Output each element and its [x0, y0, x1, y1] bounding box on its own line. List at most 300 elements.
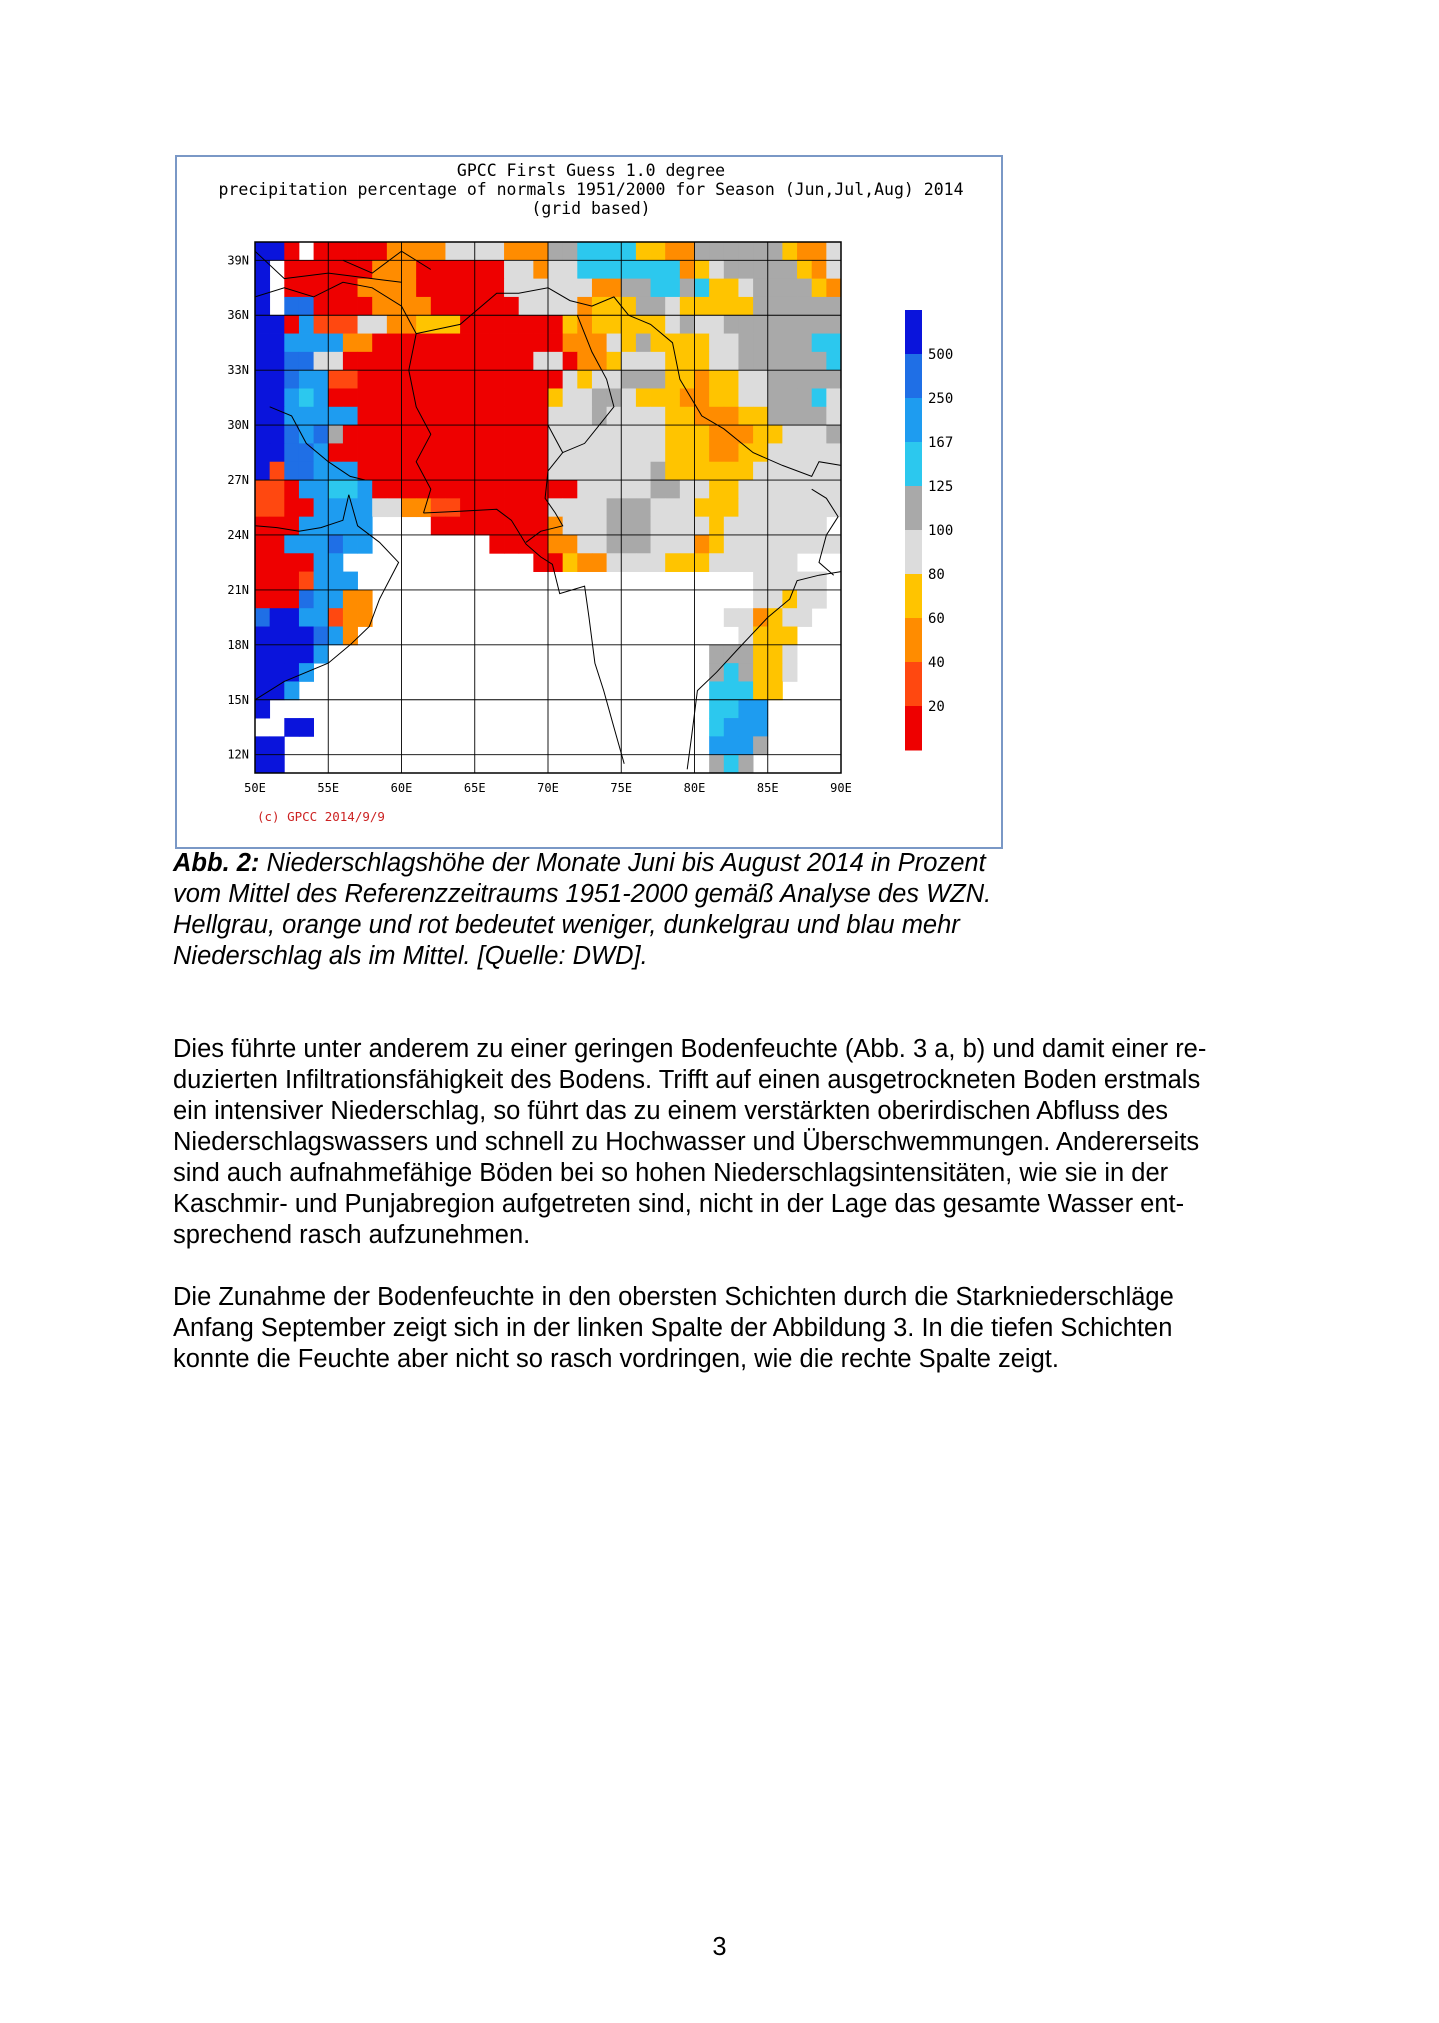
grid-cell	[270, 370, 285, 389]
paragraph-soil-moisture	[173, 1034, 1283, 1251]
grid-cell	[797, 535, 812, 554]
grid-cell	[782, 535, 797, 554]
grid-cell	[504, 407, 519, 426]
grid-cell	[533, 517, 548, 536]
grid-cell	[724, 297, 739, 316]
grid-cell	[255, 443, 270, 462]
grid-cell	[402, 443, 417, 462]
grid-cell	[475, 315, 490, 334]
grid-cell	[372, 315, 387, 334]
grid-cell	[255, 608, 270, 627]
grid-cell	[680, 260, 695, 279]
grid-cell	[372, 462, 387, 481]
grid-cell	[270, 755, 285, 774]
figure-frame	[175, 155, 1003, 849]
grid-cell	[475, 480, 490, 499]
grid-cell	[533, 315, 548, 334]
grid-cell	[753, 718, 768, 737]
grid-cell	[402, 260, 417, 279]
grid-cell	[724, 352, 739, 371]
grid-cell	[328, 407, 343, 426]
grid-cell	[387, 260, 402, 279]
grid-cell	[504, 352, 519, 371]
grid-cell	[812, 279, 827, 298]
grid-cell	[314, 627, 329, 646]
grid-cell	[431, 517, 446, 536]
grid-cell	[387, 443, 402, 462]
grid-cell	[328, 260, 343, 279]
grid-cell	[768, 681, 783, 700]
grid-cell	[680, 297, 695, 316]
grid-cell	[284, 535, 299, 554]
grid-cell	[563, 443, 578, 462]
grid-cell	[475, 425, 490, 444]
grid-cell	[621, 279, 636, 298]
grid-cell	[284, 279, 299, 298]
grid-cell	[299, 334, 314, 353]
grid-cell	[651, 443, 666, 462]
grid-cell	[314, 315, 329, 334]
grid-cell	[475, 407, 490, 426]
grid-cell	[812, 535, 827, 554]
grid-cell	[372, 388, 387, 407]
grid-cell	[284, 425, 299, 444]
grid-cell	[621, 334, 636, 353]
grid-cell	[489, 443, 504, 462]
grid-cell	[577, 498, 592, 517]
grid-cell	[328, 242, 343, 261]
grid-cell	[680, 462, 695, 481]
grid-cell	[314, 645, 329, 664]
grid-cell	[782, 352, 797, 371]
grid-cell	[489, 462, 504, 481]
grid-cell	[826, 480, 841, 499]
grid-cell	[299, 572, 314, 591]
grid-cell	[826, 388, 841, 407]
grid-cell	[431, 480, 446, 499]
grid-cell	[431, 462, 446, 481]
grid-cell	[695, 334, 710, 353]
grid-cell	[255, 627, 270, 646]
page-number: 3	[712, 1933, 727, 1961]
grid-cell	[738, 334, 753, 353]
grid-cell	[753, 443, 768, 462]
grid-cell	[270, 736, 285, 755]
grid-cell	[695, 388, 710, 407]
grid-cell	[314, 590, 329, 609]
grid-cell	[416, 407, 431, 426]
grid-cell	[695, 462, 710, 481]
grid-cell	[475, 260, 490, 279]
grid-cell	[621, 480, 636, 499]
grid-cell	[533, 242, 548, 261]
grid-cell	[343, 535, 358, 554]
grid-cell	[680, 370, 695, 389]
grid-cell	[577, 279, 592, 298]
grid-cell	[402, 407, 417, 426]
grid-cell	[445, 425, 460, 444]
grid-cell	[782, 315, 797, 334]
legend-label: 167	[928, 435, 954, 451]
grid-cell	[284, 645, 299, 664]
grid-cell	[724, 517, 739, 536]
caption-line-4: Niederschlag als im Mittel. [Quelle: DWD].	[173, 942, 648, 970]
grid-cell	[709, 755, 724, 774]
grid-cell	[782, 608, 797, 627]
grid-cell	[607, 242, 622, 261]
grid-cell	[738, 700, 753, 719]
legend-swatch	[905, 442, 922, 487]
grid-cell	[460, 480, 475, 499]
grid-cell	[299, 590, 314, 609]
grid-cell	[782, 443, 797, 462]
grid-cell	[270, 352, 285, 371]
grid-cell	[284, 590, 299, 609]
grid-cell	[358, 425, 373, 444]
grid-cell	[753, 407, 768, 426]
grid-cell	[753, 535, 768, 554]
grid-cell	[695, 370, 710, 389]
grid-cell	[475, 462, 490, 481]
grid-cell	[636, 480, 651, 499]
grid-cell	[665, 315, 680, 334]
grid-cell	[738, 498, 753, 517]
grid-cell	[680, 535, 695, 554]
grid-cell	[797, 608, 812, 627]
grid-cell	[563, 498, 578, 517]
grid-cell	[548, 462, 563, 481]
grid-cell	[636, 297, 651, 316]
grid-cell	[328, 370, 343, 389]
grid-cell	[636, 334, 651, 353]
grid-cell	[768, 315, 783, 334]
grid-cell	[314, 553, 329, 572]
grid-cell	[387, 315, 402, 334]
grid-cell	[651, 535, 666, 554]
grid-cell	[519, 297, 534, 316]
grid-cell	[563, 315, 578, 334]
grid-cell	[621, 352, 636, 371]
grid-cell	[372, 370, 387, 389]
grid-cell	[738, 681, 753, 700]
grid-cell	[577, 425, 592, 444]
grid-cell	[607, 315, 622, 334]
grid-cell	[724, 700, 739, 719]
legend-swatch	[905, 662, 922, 707]
grid-cell	[812, 425, 827, 444]
grid-cell	[314, 352, 329, 371]
grid-cell	[812, 517, 827, 536]
grid-cell	[680, 425, 695, 444]
grid-cell	[607, 334, 622, 353]
grid-cell	[709, 480, 724, 499]
grid-cell	[328, 572, 343, 591]
grid-cell	[504, 425, 519, 444]
grid-cell	[753, 370, 768, 389]
grid-cell	[724, 370, 739, 389]
figure-copyright: (c) GPCC 2014/9/9	[257, 809, 385, 824]
grid-cell	[299, 535, 314, 554]
grid-cell	[826, 260, 841, 279]
grid-cell	[636, 462, 651, 481]
grid-cell	[270, 425, 285, 444]
grid-cell	[284, 498, 299, 517]
grid-cell	[607, 553, 622, 572]
grid-cell	[768, 627, 783, 646]
lat-tick-label: 12N	[227, 747, 249, 762]
grid-cell	[358, 242, 373, 261]
grid-cell	[402, 315, 417, 334]
grid-cell	[328, 352, 343, 371]
grid-cell	[607, 480, 622, 499]
grid-cell	[358, 498, 373, 517]
grid-cell	[533, 352, 548, 371]
grid-cell	[680, 407, 695, 426]
grid-cell	[445, 498, 460, 517]
grid-cell	[768, 370, 783, 389]
grid-cell	[299, 315, 314, 334]
grid-cell	[680, 315, 695, 334]
grid-cell	[651, 388, 666, 407]
grid-cell	[768, 572, 783, 591]
grid-cell	[621, 260, 636, 279]
grid-cell	[651, 242, 666, 261]
grid-cell	[724, 755, 739, 774]
grid-cell	[284, 242, 299, 261]
grid-cell	[519, 462, 534, 481]
grid-cell	[299, 517, 314, 536]
grid-cell	[709, 315, 724, 334]
grid-cell	[738, 279, 753, 298]
grid-cell	[577, 443, 592, 462]
grid-cell	[445, 462, 460, 481]
grid-cell	[797, 425, 812, 444]
grid-cell	[738, 517, 753, 536]
grid-cell	[314, 498, 329, 517]
grid-cell	[255, 462, 270, 481]
grid-cell	[592, 334, 607, 353]
grid-cell	[782, 480, 797, 499]
grid-cell	[416, 279, 431, 298]
grid-cell	[431, 315, 446, 334]
grid-cell	[665, 480, 680, 499]
grid-cell	[563, 279, 578, 298]
grid-cell	[826, 242, 841, 261]
grid-cell	[621, 242, 636, 261]
grid-cell	[299, 443, 314, 462]
grid-cell	[577, 297, 592, 316]
grid-cell	[592, 388, 607, 407]
grid-cell	[753, 480, 768, 499]
grid-cell	[489, 279, 504, 298]
grid-cell	[797, 407, 812, 426]
grid-cell	[768, 663, 783, 682]
grid-cell	[724, 443, 739, 462]
para1-line-2: duzierten Infiltrationsfähigkeit des Bodens. Trifft auf einen ausgetrockneten Boden erstmals	[173, 1066, 1201, 1094]
grid-cell	[738, 608, 753, 627]
grid-cell	[284, 462, 299, 481]
grid-cell	[636, 553, 651, 572]
grid-cell	[695, 480, 710, 499]
colorbar-legend	[905, 310, 953, 751]
grid-cell	[489, 315, 504, 334]
grid-cell	[314, 388, 329, 407]
grid-cell	[709, 443, 724, 462]
grid-cell	[753, 627, 768, 646]
grid-cell	[607, 279, 622, 298]
lat-tick-label: 36N	[227, 308, 249, 323]
grid-cell	[519, 517, 534, 536]
grid-cell	[299, 645, 314, 664]
grid-cell	[299, 462, 314, 481]
grid-cell	[533, 260, 548, 279]
grid-cell	[695, 279, 710, 298]
grid-cell	[680, 517, 695, 536]
grid-cell	[577, 388, 592, 407]
lon-tick-label: 60E	[390, 781, 413, 795]
grid-cell	[812, 498, 827, 517]
grid-cell	[738, 645, 753, 664]
grid-cell	[548, 480, 563, 499]
grid-cell	[548, 407, 563, 426]
grid-cell	[255, 370, 270, 389]
grid-cell	[328, 443, 343, 462]
legend-label: 500	[928, 347, 954, 363]
grid-cell	[475, 498, 490, 517]
grid-cell	[533, 334, 548, 353]
grid-cell	[636, 498, 651, 517]
grid-cell	[592, 535, 607, 554]
grid-cell	[504, 535, 519, 554]
caption-line-3: Hellgrau, orange und rot bedeutet weniger, dunkelgrau und blau mehr	[173, 911, 960, 939]
grid-cell	[782, 297, 797, 316]
grid-cell	[797, 297, 812, 316]
grid-cell	[738, 297, 753, 316]
grid-cell	[299, 608, 314, 627]
grid-cell	[812, 370, 827, 389]
grid-cell	[695, 517, 710, 536]
grid-cell	[753, 388, 768, 407]
grid-cell	[445, 480, 460, 499]
grid-cell	[768, 242, 783, 261]
grid-cell	[797, 242, 812, 261]
grid-cell	[372, 425, 387, 444]
grid-cell	[314, 480, 329, 499]
grid-cell	[724, 608, 739, 627]
grid-cell	[782, 388, 797, 407]
grid-cell	[343, 297, 358, 316]
grid-cell	[519, 425, 534, 444]
para1-line-6: Kaschmir- und Punjabregion aufgetreten sind, nicht in der Lage das gesamte Wasser ent-	[173, 1190, 1185, 1218]
lon-tick-label: 80E	[683, 781, 706, 795]
grid-cell	[358, 370, 373, 389]
grid-cell	[284, 297, 299, 316]
grid-cell	[563, 334, 578, 353]
grid-cell	[607, 388, 622, 407]
grid-cell	[577, 370, 592, 389]
grid-cell	[768, 480, 783, 499]
grid-cell	[548, 315, 563, 334]
grid-cell	[592, 407, 607, 426]
grid-cell	[548, 297, 563, 316]
grid-cell	[563, 480, 578, 499]
grid-cell	[358, 352, 373, 371]
grid-cell	[460, 334, 475, 353]
grid-cell	[416, 370, 431, 389]
grid-cell	[402, 297, 417, 316]
grid-cell	[768, 425, 783, 444]
grid-cell	[680, 334, 695, 353]
grid-cell	[489, 297, 504, 316]
grid-cell	[270, 553, 285, 572]
grid-cell	[328, 297, 343, 316]
grid-cell	[358, 480, 373, 499]
grid-cell	[753, 260, 768, 279]
grid-cell	[519, 242, 534, 261]
grid-cell	[284, 553, 299, 572]
grid-cell	[768, 517, 783, 536]
grid-cell	[636, 407, 651, 426]
grid-cell	[255, 388, 270, 407]
grid-cell	[709, 718, 724, 737]
grid-cell	[299, 627, 314, 646]
grid-cell	[577, 242, 592, 261]
grid-cell	[621, 425, 636, 444]
grid-cell	[665, 462, 680, 481]
grid-cell	[284, 681, 299, 700]
grid-cell	[651, 553, 666, 572]
grid-cell	[299, 718, 314, 737]
grid-cell	[621, 315, 636, 334]
grid-cell	[255, 700, 270, 719]
grid-cell	[314, 260, 329, 279]
caption-line-2: vom Mittel des Referenzzeitraums 1951-2000 gemäß Analyse des WZN.	[173, 880, 992, 908]
grid-cell	[621, 535, 636, 554]
lat-tick-label: 18N	[227, 637, 249, 652]
grid-cell	[782, 572, 797, 591]
grid-cell	[284, 388, 299, 407]
grid-cell	[797, 315, 812, 334]
grid-cell	[563, 388, 578, 407]
grid-cell	[519, 334, 534, 353]
grid-cell	[387, 407, 402, 426]
grid-cell	[709, 260, 724, 279]
grid-cell	[753, 736, 768, 755]
grid-cell	[812, 388, 827, 407]
grid-cell	[387, 388, 402, 407]
grid-cell	[695, 352, 710, 371]
grid-cell	[753, 462, 768, 481]
grid-cell	[753, 315, 768, 334]
grid-cell	[709, 498, 724, 517]
grid-cell	[709, 297, 724, 316]
grid-cell	[343, 407, 358, 426]
grid-cell	[460, 260, 475, 279]
grid-cell	[270, 462, 285, 481]
grid-cell	[416, 352, 431, 371]
grid-cell	[460, 517, 475, 536]
grid-cell	[460, 462, 475, 481]
grid-cell	[314, 242, 329, 261]
grid-cell	[592, 242, 607, 261]
grid-cell	[665, 388, 680, 407]
grid-cell	[460, 370, 475, 389]
grid-cell	[607, 425, 622, 444]
grid-cell	[533, 553, 548, 572]
grid-cell	[387, 352, 402, 371]
figure-caption	[173, 848, 1073, 972]
grid-cell	[636, 242, 651, 261]
